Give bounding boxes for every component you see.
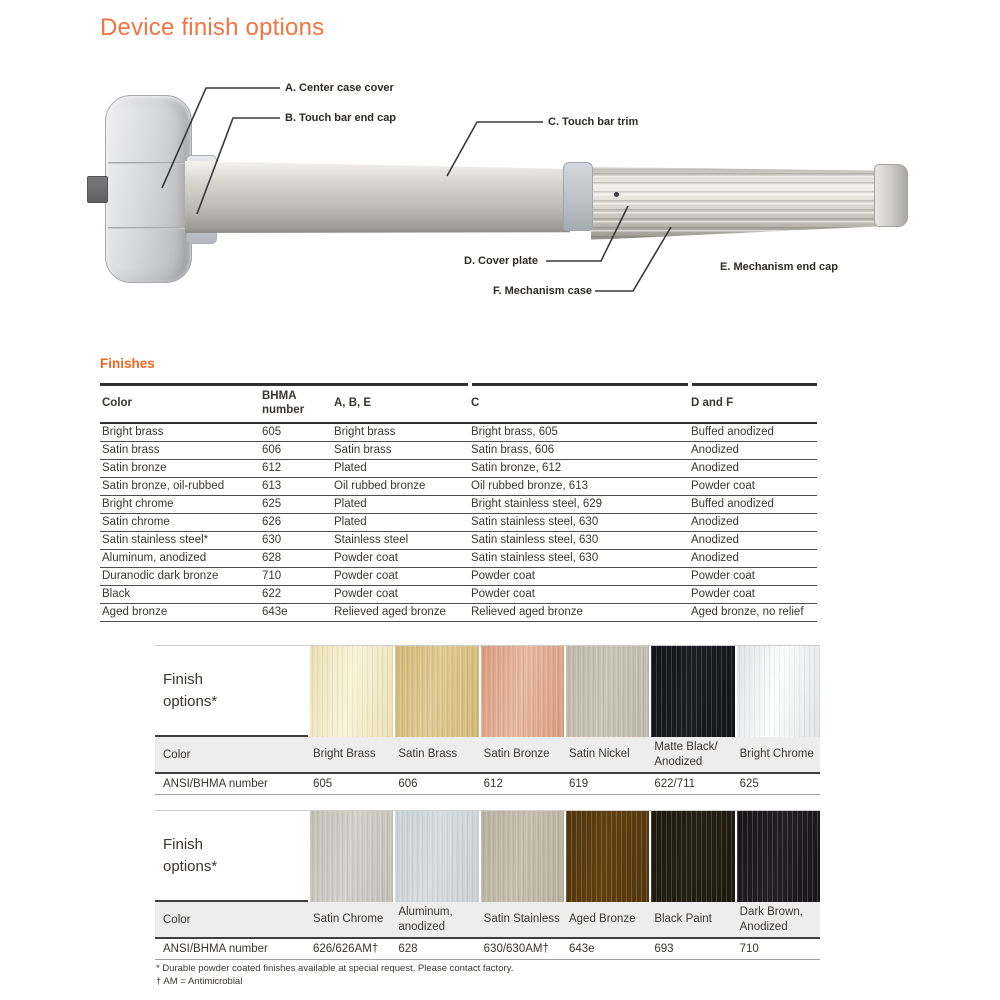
footnote: * Durable powder coated finishes available at special request. Please contact factory. [156,963,514,974]
cell-color: Satin bronze [100,459,260,477]
swatch-bright-chrome [737,646,820,737]
table-row [100,513,817,531]
cell-c: Relieved aged bronze [469,603,689,621]
callout-label-d: D. Cover plate [464,255,538,267]
callout-label-e: E. Mechanism end cap [720,261,838,273]
color-name-row [155,902,820,937]
column-header-abe: A, B, E [332,385,469,423]
cover-plate [563,162,593,231]
cell-c: Oil rubbed bronze, 613 [469,477,689,495]
cell-abe: Plated [332,495,469,513]
cell-df: Buffed anodized [689,423,817,442]
cell-c: Satin stainless steel, 630 [469,531,689,549]
cell-c: Bright brass, 605 [469,423,689,442]
ansi-number: 628 [398,943,418,955]
swatch-satin-bronze [481,646,564,737]
table-row [100,441,817,459]
device-diagram [0,55,1000,320]
ansi-number: 605 [313,778,333,790]
color-name: Matte Black/ Anodized [654,740,718,768]
color-name: Satin Bronze [483,748,550,761]
cell-c: Bright stainless steel, 629 [469,495,689,513]
mechanism-end-cap [874,164,908,227]
cell-color: Aged bronze [100,603,260,621]
footnote: † AM = Antimicrobial [156,976,243,987]
table-row [100,477,817,495]
swatch-row [155,810,820,902]
swatch-satin-stainless [481,811,564,902]
page-title: Device finish options [100,14,325,41]
cell-bhma: 625 [260,495,332,513]
cell-color: Black [100,585,260,603]
ansi-number: 612 [483,778,503,790]
ansi-number: 643e [568,943,595,955]
cell-df: Powder coat [689,567,817,585]
cell-abe: Powder coat [332,549,469,567]
finishes-header-row [100,385,817,423]
ansi-number: 622/711 [654,778,696,790]
table-row [100,567,817,585]
cell-color: Bright chrome [100,495,260,513]
callout-label-b: B. Touch bar end cap [285,112,397,124]
ansi-number-row [155,937,820,960]
cell-abe: Powder coat [332,585,469,603]
callout-label-c: C. Touch bar trim [548,116,639,128]
cell-df: Aged bronze, no relief [689,603,817,621]
table-row [100,495,817,513]
cell-bhma: 622 [260,585,332,603]
touch-bar [185,161,570,233]
ansi-number: 630/630AM† [483,943,549,955]
color-name: Aged Bronze [568,913,636,926]
color-name: Dark Brown, Anodized [739,905,803,933]
ansi-number: 710 [739,943,759,955]
finish-options-label: Finish options* [155,811,308,902]
cell-abe: Satin brass [332,441,469,459]
ansi-number: 625 [739,778,759,790]
cell-abe: Plated [332,513,469,531]
cell-bhma: 643e [260,603,332,621]
callout-label-a: A. Center case cover [285,82,394,94]
dogging-device [87,176,108,203]
cell-df: Buffed anodized [689,495,817,513]
cell-color: Satin chrome [100,513,260,531]
swatch-satin-nickel [566,646,649,737]
table-row [100,549,817,567]
finish-options-label: Finish options* [155,646,308,737]
column-header-color: Color [100,385,260,423]
cell-bhma: 612 [260,459,332,477]
cell-df: Anodized [689,441,817,459]
ansi-number: 619 [568,778,589,790]
cell-color: Satin stainless steel* [100,531,260,549]
column-header-bhma: BHMA number [260,385,332,423]
cell-df: Anodized [689,459,817,477]
cell-abe: Relieved aged bronze [332,603,469,621]
cell-df: Anodized [689,513,817,531]
color-name: Black Paint [654,913,712,926]
color-name: Bright Chrome [739,748,814,761]
cell-bhma: 710 [260,567,332,585]
column-header-c: C [469,385,689,423]
table-border-gap [468,382,472,387]
cell-bhma: 628 [260,549,332,567]
ansi-number-row [155,772,820,795]
mechanism-case [591,167,883,240]
cell-c: Satin brass, 606 [469,441,689,459]
table-border-gap [688,382,692,387]
table-row [100,531,817,549]
swatch-aged-bronze [566,811,649,902]
swatch-satin-brass [395,646,478,737]
cell-df: Powder coat [689,585,817,603]
swatch-black-paint [651,811,734,902]
swatch-bright-brass [310,646,393,737]
table-row [100,585,817,603]
column-header-df: D and F [689,385,817,423]
finishes-table [100,383,817,622]
color-name: Satin Stainless [483,913,560,926]
cell-color: Aluminum, anodized [100,549,260,567]
swatch-aluminum [395,811,478,902]
callout-label-f: F. Mechanism case [493,285,593,297]
finishes-heading: Finishes [100,356,155,371]
cell-color: Satin brass [100,441,260,459]
cell-abe: Stainless steel [332,531,469,549]
swatch-table-1 [155,645,820,795]
cell-abe: Plated [332,459,469,477]
table-row [100,423,817,442]
swatch-table-2 [155,810,820,960]
screw-icon [614,192,619,197]
cell-bhma: 626 [260,513,332,531]
color-name: Bright Brass [313,748,376,761]
color-name: Aluminum, anodized [398,905,453,933]
cell-color: Duranodic dark bronze [100,567,260,585]
cell-df: Anodized [689,549,817,567]
color-row-label: Color [163,748,191,761]
ansi-row-label: ANSI/BHMA number [163,943,268,955]
color-name: Satin Nickel [568,748,630,761]
cell-color: Satin bronze, oil-rubbed [100,477,260,495]
cell-c: Satin stainless steel, 630 [469,549,689,567]
swatch-matte-black [651,646,734,737]
cell-bhma: 606 [260,441,332,459]
cell-c: Powder coat [469,567,689,585]
case-seam [108,227,189,229]
cell-c: Powder coat [469,585,689,603]
cell-bhma: 630 [260,531,332,549]
swatch-row [155,645,820,737]
cell-color: Bright brass [100,423,260,442]
ansi-number: 606 [398,778,418,790]
table-row [100,459,817,477]
center-case [105,95,192,283]
ansi-row-label: ANSI/BHMA number [163,778,268,790]
color-name-row [155,737,820,772]
case-seam [108,162,189,164]
swatch-dark-brown [737,811,820,902]
cell-df: Anodized [689,531,817,549]
color-name: Satin Brass [398,748,458,761]
table-row [100,603,817,621]
cell-bhma: 605 [260,423,332,442]
cell-abe: Powder coat [332,567,469,585]
cell-c: Satin stainless steel, 630 [469,513,689,531]
color-name: Satin Chrome [313,913,384,926]
cell-abe: Bright brass [332,423,469,442]
cell-abe: Oil rubbed bronze [332,477,469,495]
cell-df: Powder coat [689,477,817,495]
swatch-satin-chrome [310,811,393,902]
color-row-label: Color [163,913,191,926]
cell-c: Satin bronze, 612 [469,459,689,477]
ansi-number: 693 [654,943,674,955]
cell-bhma: 613 [260,477,332,495]
ansi-number: 626/626AM† [313,943,379,955]
